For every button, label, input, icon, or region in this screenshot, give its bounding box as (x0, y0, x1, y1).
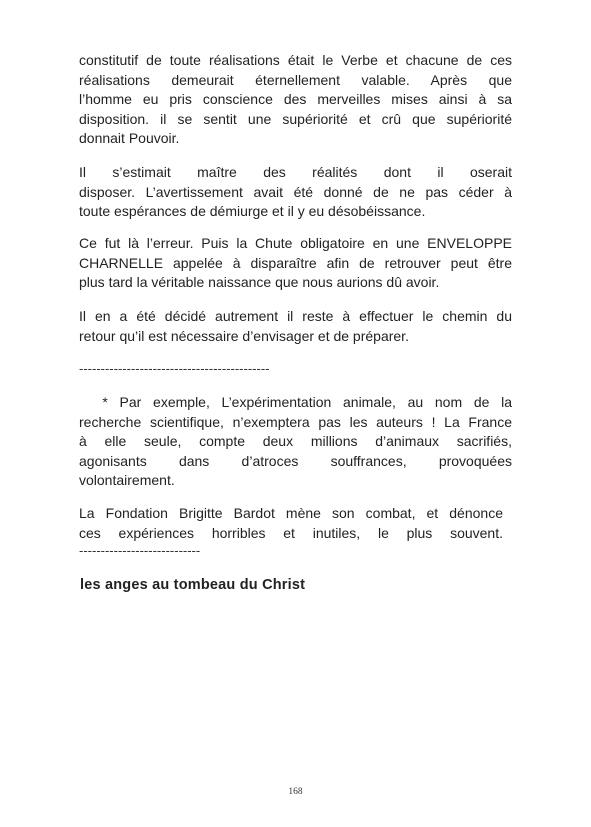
paragraph-2 (79, 163, 512, 222)
text-line: * Par exemple, L’expérimentation animale, au nom de la (79, 394, 512, 410)
text-line: réalisations demeurait éternellement valable. Après que (79, 71, 512, 88)
text-line: Ce fut là l’erreur. Puis la Chute obligatoire en une ENVELOPPE (79, 235, 512, 251)
separator-line: -------------------------------------------- (79, 361, 270, 376)
page-number: 168 (288, 787, 303, 797)
text-line: toute espérances de démiurge et il y eu désobéissance. (79, 203, 426, 219)
text-line: La Fondation Brigitte Bardot mène son combat, et dénonce (79, 505, 503, 521)
section-heading: les anges au tombeau du Christ (80, 577, 306, 593)
text-line: plus tard la véritable naissance que nous aurions dû avoir. (79, 274, 440, 290)
text-line: recherche scientifique, n’exemptera pas les auteurs ! La France (79, 413, 512, 430)
paragraph-1 (79, 51, 512, 149)
text-line: donnait Pouvoir. (79, 130, 180, 146)
text-line: CHARNELLE appelée à disparaître afin de retrouver peut être (79, 254, 512, 271)
text-line: ces expériences horribles et inutiles, le plus souvent. (79, 524, 503, 541)
paragraph-5 (79, 504, 503, 543)
footnote (79, 393, 512, 491)
separator-line: ---------------------------- (79, 543, 201, 558)
text-line: l’homme eu pris conscience des merveilles mises ainsi à sa (79, 91, 512, 107)
text-line: Il s’estimait maître des réalités dont il oserait (79, 164, 512, 180)
paragraph-4 (79, 307, 512, 346)
text-line: disposition. il se sentit une supériorité et crû que supériorité (79, 110, 512, 127)
text-line: volontairement. (79, 472, 175, 488)
text-line: disposer. L’avertissement avait été donné de ne pas céder à (79, 183, 512, 200)
text-line: retour qu’il est nécessaire d’envisager et de préparer. (79, 327, 409, 344)
paragraph-3 (79, 234, 512, 293)
text-line: Il en a été décidé autrement il reste à effectuer le chemin du (79, 308, 512, 324)
text-line: à elle seule, compte deux millions d’animaux sacrifiés, (79, 433, 512, 449)
text-line: constitutif de toute réalisations était le Verbe et chacune de ces (79, 52, 512, 68)
text-line: agonisants dans d’atroces souffrances, provoquées (79, 452, 512, 469)
